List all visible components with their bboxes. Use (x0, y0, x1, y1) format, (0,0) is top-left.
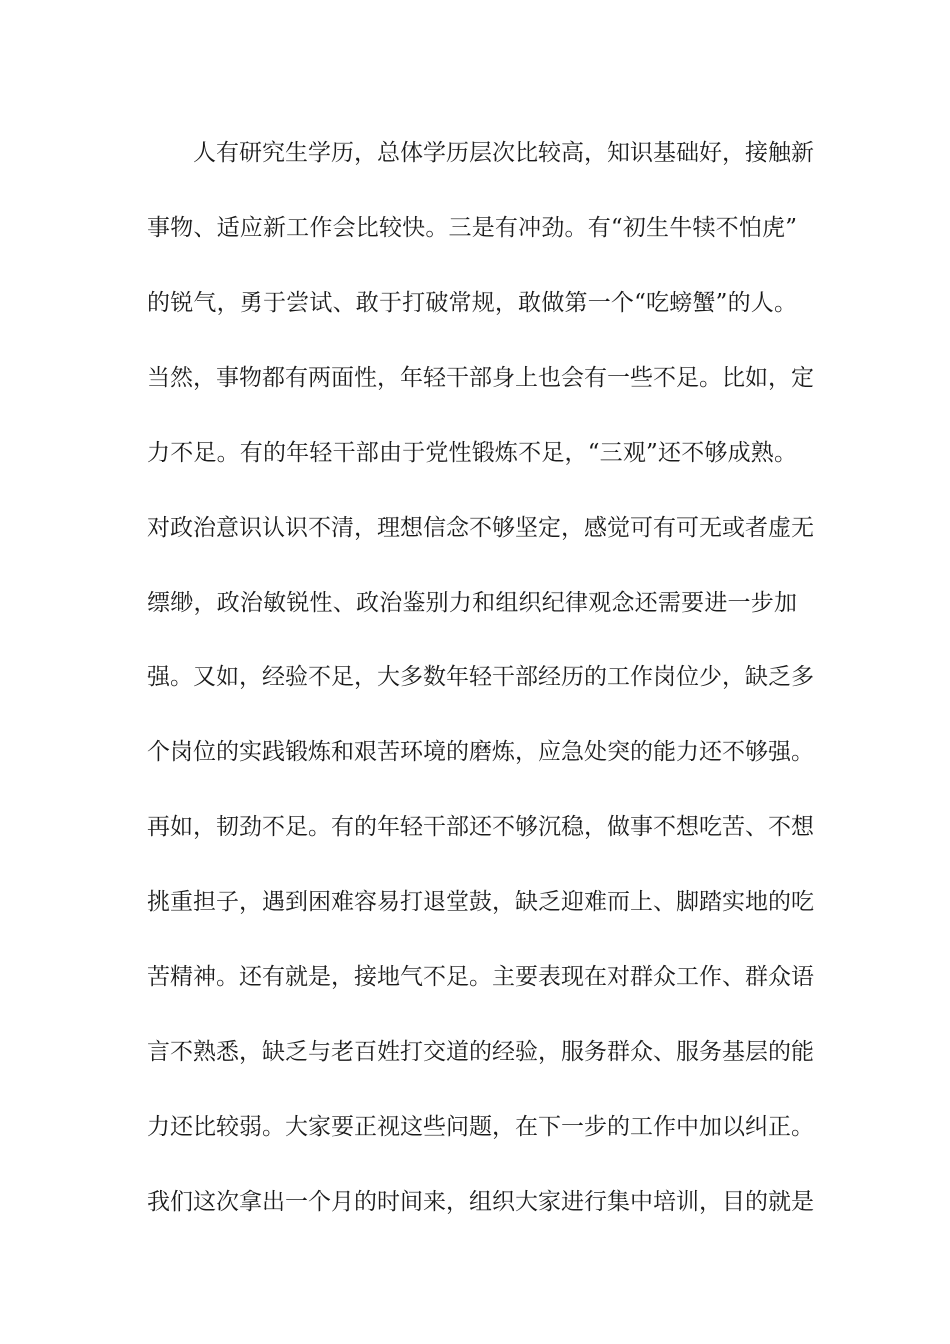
paragraph-line: 我们这次拿出一个月的时间来，组织大家进行集中培训，目的就是 (147, 1189, 814, 1215)
paragraph-line: 个岗位的实践锻炼和艰苦环境的磨炼，应急处突的能力还不够强。 (147, 739, 814, 765)
paragraph-line: 言不熟悉，缺乏与老百姓打交道的经验，服务群众、服务基层的能 (147, 1039, 814, 1065)
paragraph-line: 缥缈，政治敏锐性、政治鉴别力和组织纪律观念还需要进一步加 (147, 590, 797, 616)
paragraph-line: 的锐气，勇于尝试、敢于打破常规，敢做第一个“吃螃蟹”的人。 (147, 290, 797, 316)
paragraph-line: 力不足。有的年轻干部由于党性锻炼不足，“三观”还不够成熟。 (147, 440, 797, 466)
paragraph-line: 人有研究生学历，总体学历层次比较高，知识基础好，接触新 (193, 140, 814, 166)
paragraph-line: 强。又如，经验不足，大多数年轻干部经历的工作岗位少，缺乏多 (147, 664, 814, 690)
paragraph-line: 当然，事物都有两面性，年轻干部身上也会有一些不足。比如，定 (147, 365, 814, 391)
paragraph-line: 苦精神。还有就是，接地气不足。主要表现在对群众工作、群众语 (147, 964, 814, 990)
paragraph-line: 事物、适应新工作会比较快。三是有冲劲。有“初生牛犊不怕虎” (147, 215, 797, 241)
paragraph-line: 挑重担子，遇到困难容易打退堂鼓，缺乏迎难而上、脚踏实地的吃 (147, 889, 814, 915)
paragraph-line: 力还比较弱。大家要正视这些问题，在下一步的工作中加以纠正。 (147, 1114, 814, 1140)
paragraph-line: 对政治意识认识不清，理想信念不够坚定，感觉可有可无或者虚无 (147, 515, 814, 541)
paragraph-line: 再如，韧劲不足。有的年轻干部还不够沉稳，做事不想吃苦、不想 (147, 814, 814, 840)
